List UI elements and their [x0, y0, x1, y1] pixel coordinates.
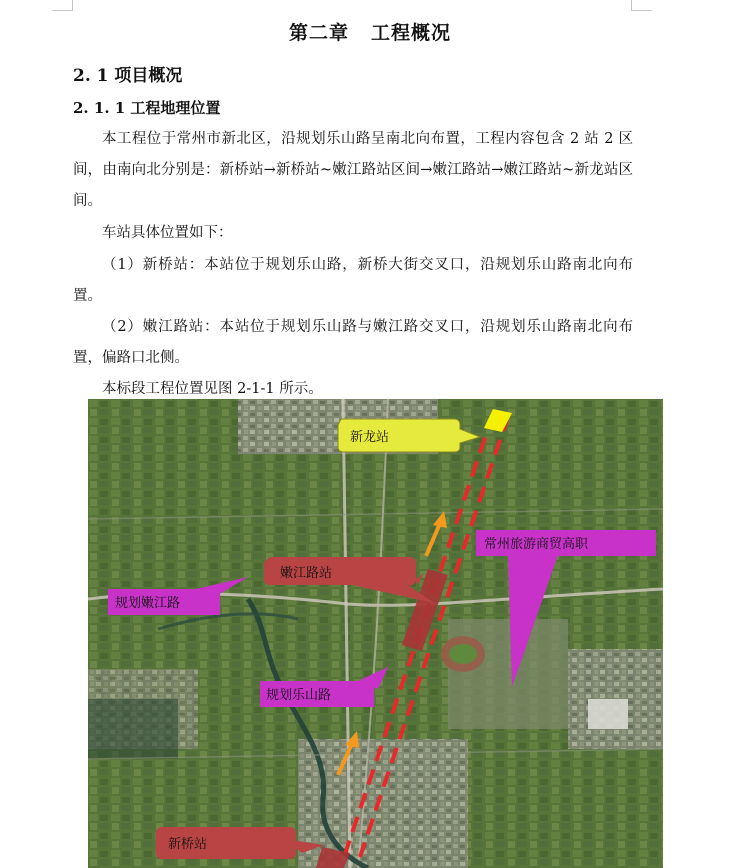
paragraph-overview: 本工程位于常州市新北区，沿规划乐山路呈南北向布置，工程内容包含 2 站 2 区间，由南向北分别是：新桥站→新桥站~嫩江路站区间→嫩江路站→嫩江路站~新龙站区间。	[73, 131, 633, 209]
xinlong-station-callout	[338, 419, 480, 452]
leshan-road-label: 规划乐山路	[266, 688, 332, 703]
nenjiang-road-label: 规划嫩江路	[115, 596, 181, 611]
chapter-name: 工程概况	[371, 22, 452, 44]
vocational-school-label: 常州旅游商贸高职	[484, 537, 589, 552]
xinlong-station-label: 新龙站	[350, 430, 390, 445]
paragraph-station-intro: 车站具体位置如下：	[102, 225, 233, 241]
chapter-title	[0, 18, 740, 45]
xinqiao-station-label: 新桥站	[168, 837, 208, 852]
location-map-figure	[88, 399, 663, 868]
section-heading: 2. 1 项目概况	[73, 66, 183, 86]
paragraph-nenjiang-station: （2）嫩江路站：本站位于规划乐山路与嫩江路交叉口，沿规划乐山路南北向布置，偏路口北侧。	[73, 319, 633, 366]
paragraph-xinqiao-station: （1）新桥站：本站位于规划乐山路，新桥大街交叉口，沿规划乐山路南北向布置。	[73, 257, 633, 304]
nenjiang-station-label: 嫩江路站	[280, 566, 333, 581]
satellite-imagery	[88, 399, 663, 868]
paragraph-figure-reference: 本标段工程位置见图 2-1-1 所示。	[102, 381, 323, 397]
subsection-heading: 2. 1. 1 工程地理位置	[73, 99, 221, 117]
chapter-number: 第二章	[288, 22, 349, 44]
